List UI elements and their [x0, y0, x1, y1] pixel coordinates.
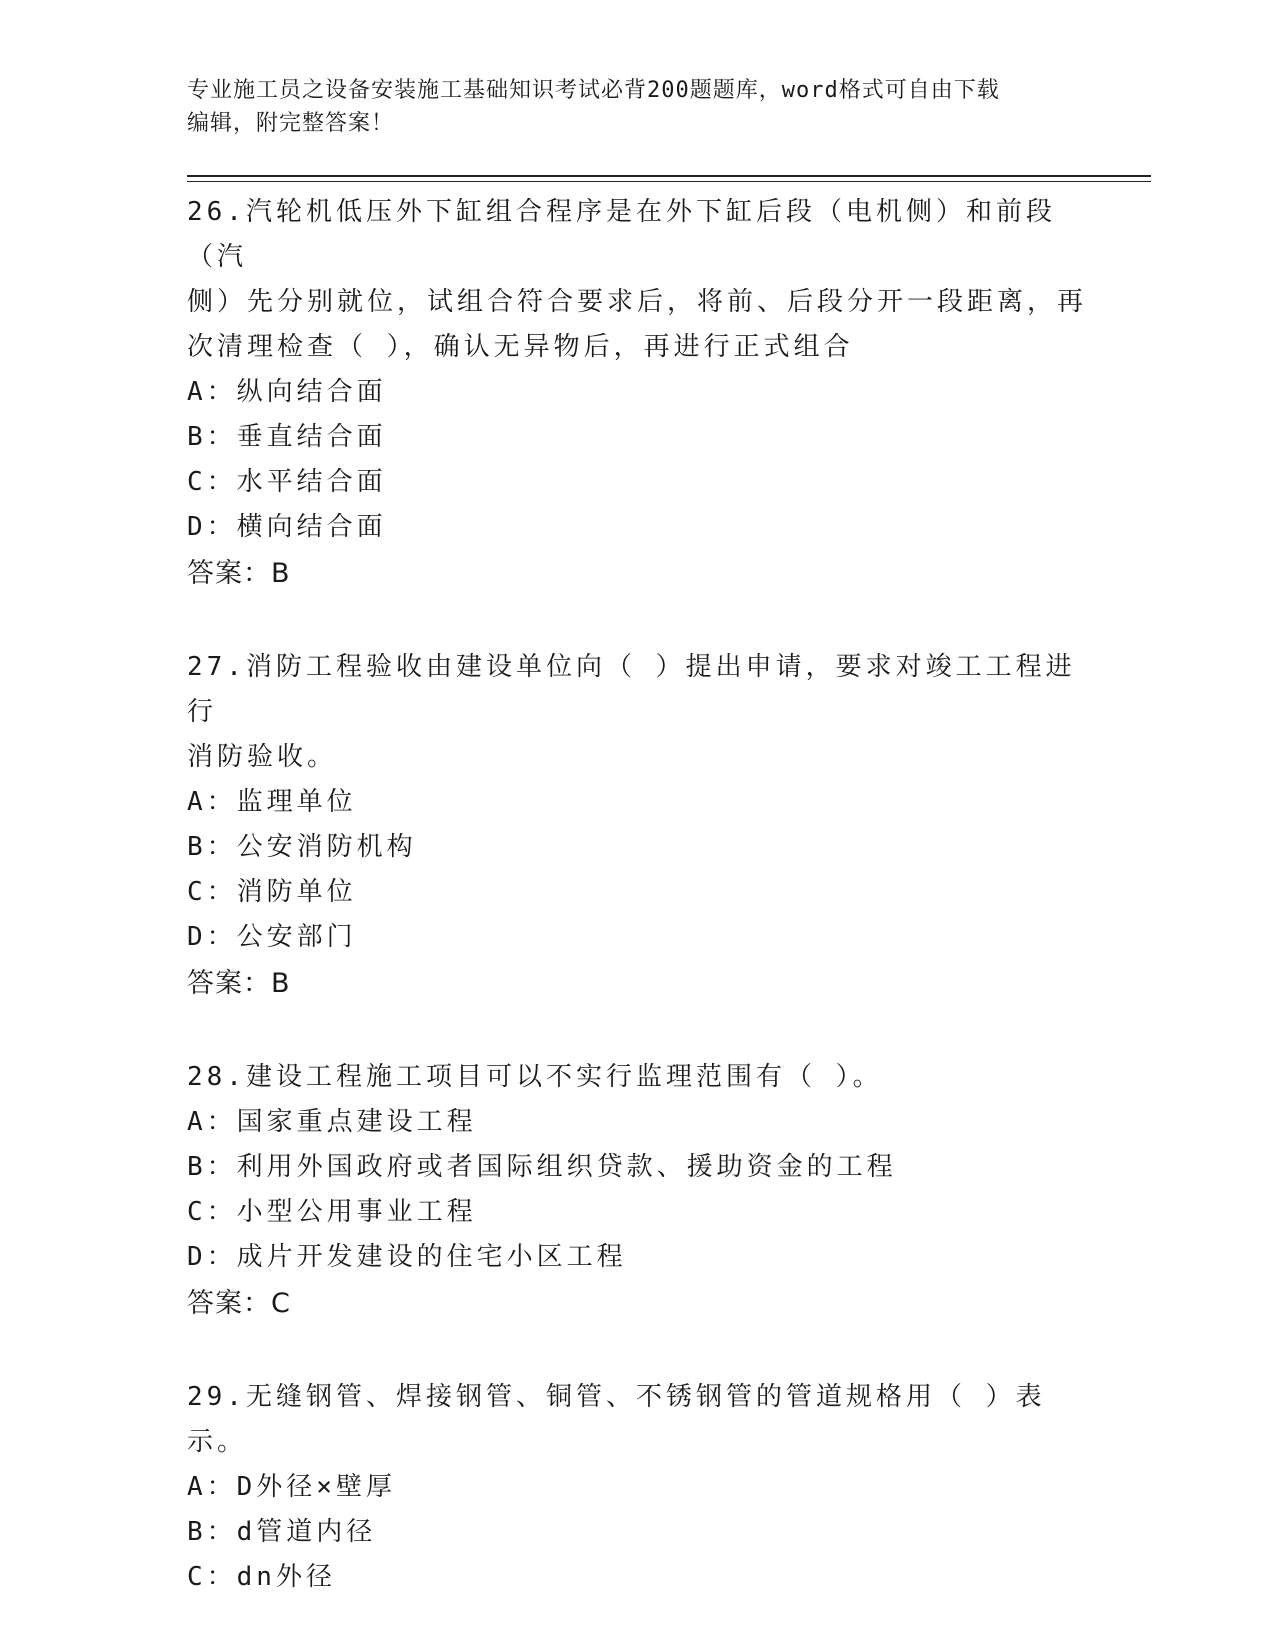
question-29: [187, 1375, 1087, 1600]
option-a: A：纵向结合面: [187, 377, 387, 407]
question-stem: 28.建设工程施工项目可以不实行监理范围有（ ）。: [187, 1062, 883, 1092]
header-divider-thin: [187, 181, 1151, 182]
option-d: D：成片开发建设的住宅小区工程: [187, 1242, 627, 1272]
option-c: C：小型公用事业工程: [187, 1197, 477, 1227]
option-c: C：水平结合面: [187, 467, 387, 497]
option-b: B：垂直结合面: [187, 422, 387, 452]
answer-line: 答案：C: [187, 1288, 291, 1319]
question-list: [187, 190, 1087, 1648]
option-d: D：横向结合面: [187, 512, 387, 542]
option-c: C：dn外径: [187, 1562, 336, 1592]
option-c: C：消防单位: [187, 877, 357, 907]
header-line-2: 编辑，附完整答案！: [187, 111, 395, 136]
option-b: B：利用外国政府或者国际组织贷款、援助资金的工程: [187, 1152, 897, 1182]
option-a: A：监理单位: [187, 787, 357, 817]
question-stem: 26.汽轮机低压外下缸组合程序是在外下缸后段（电机侧）和前段（汽: [187, 197, 1056, 272]
option-d: D：公安部门: [187, 922, 357, 952]
question-stem: 消防验收。: [187, 742, 338, 772]
header-line-1: 专业施工员之设备安装施工基础知识考试必背200题题库，word格式可自由下载: [187, 78, 1000, 103]
question-stem: 27.消防工程验收由建设单位向（ ）提出申请，要求对竣工工程进行: [187, 652, 1076, 727]
question-stem: 29.无缝钢管、焊接钢管、铜管、不锈钢管的管道规格用（ ）表示。: [187, 1382, 1046, 1457]
option-b: B：公安消防机构: [187, 832, 417, 862]
question-stem: 侧）先分别就位，试组合符合要求后，将前、后段分开一段距离，再: [187, 287, 1088, 317]
option-a: A：国家重点建设工程: [187, 1107, 477, 1137]
document-header: [187, 74, 1067, 140]
answer-line: 答案：B: [187, 558, 291, 589]
header-divider-thick: [187, 175, 1151, 177]
question-26: [187, 190, 1087, 597]
question-28: [187, 1055, 1087, 1327]
option-a: A：D外径×壁厚: [187, 1472, 396, 1502]
question-27: [187, 645, 1087, 1007]
question-stem: 次清理检查（ ），确认无异物后，再进行正式组合: [187, 332, 854, 362]
option-b: B：d管道内径: [187, 1517, 377, 1547]
answer-line: 答案：B: [187, 968, 291, 999]
